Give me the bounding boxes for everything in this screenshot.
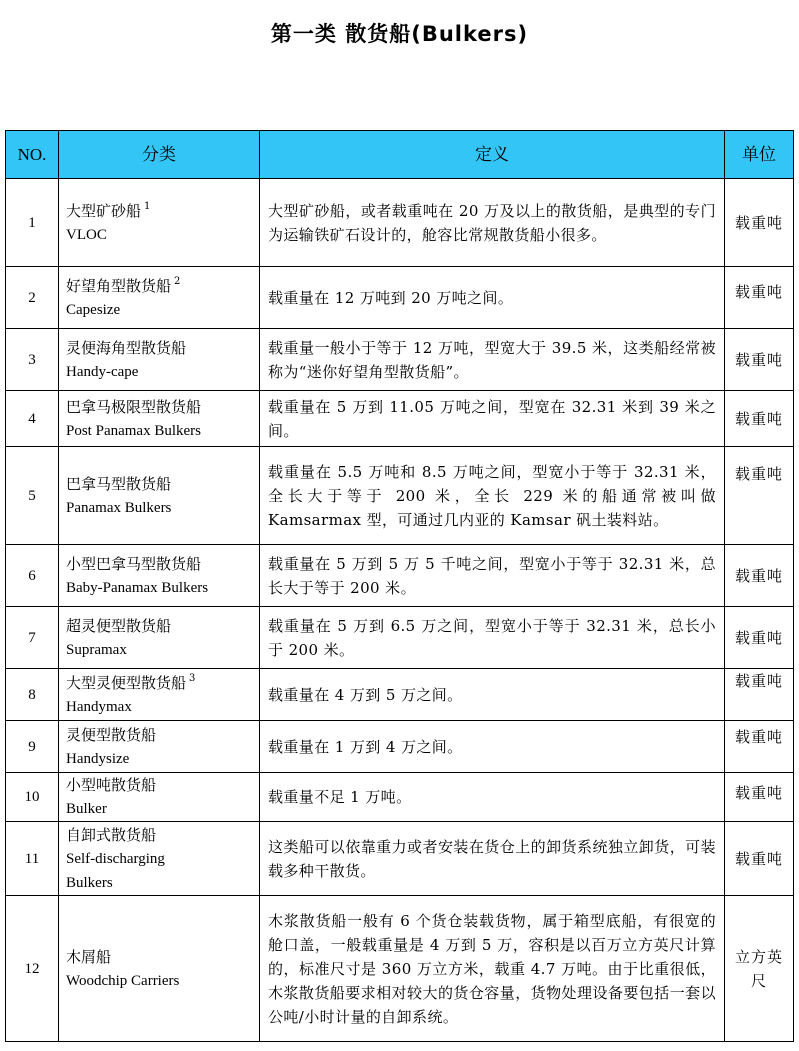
category-cn: 自卸式散货船: [66, 825, 157, 844]
bulker-classification-table: [5, 130, 794, 1042]
definition-cell: 载重量在 5 万到 6.5 万之间，型宽小于等于 32.31 米，总长小于 200 米。: [260, 607, 725, 669]
unit-cell: 载重吨: [725, 769, 794, 818]
unit-cell: 载重吨: [725, 711, 794, 763]
table-row: [6, 179, 794, 267]
definition-cell: 载重量在 1 万到 4 万之间。: [260, 721, 725, 773]
header-unit: 单位: [725, 131, 794, 179]
table-row: [6, 447, 794, 545]
category-en: Handy-cape: [66, 363, 139, 380]
unit-cell: 载重吨: [725, 179, 794, 267]
footnote-marker: 2: [174, 275, 181, 287]
category-en: Supramax: [66, 641, 127, 658]
category-cn: 巴拿马型散货船: [66, 474, 172, 493]
definition-cell: 载重量在 5.5 万吨和 8.5 万吨之间，型宽小于等于 32.31 米，全长大于等于 200 米，全长 229 米的船通常被叫做 Kamsarmax 型，可通过几内亚的 Kamsar 矾土装料站。: [260, 447, 725, 545]
unit-cell: 载重吨: [725, 261, 794, 323]
definition-cell: 载重量在 4 万到 5 万之间。: [260, 669, 725, 721]
header-category: 分类: [59, 131, 260, 179]
category-cn: 小型吨散货船: [66, 776, 157, 794]
unit-cell: 载重吨: [725, 425, 794, 523]
row-number: 8: [6, 669, 59, 721]
category-en: Handymax: [66, 698, 132, 715]
header-no: NO.: [6, 131, 59, 179]
table-row: [6, 822, 794, 896]
table-row: [6, 721, 794, 773]
row-number: 9: [6, 721, 59, 773]
definition-cell: 载重量不足 1 万吨。: [260, 773, 725, 822]
header-definition: 定义: [260, 131, 725, 179]
category-en: Self-discharging Bulkers: [66, 850, 165, 891]
category-en: Panamax Bulkers: [66, 499, 172, 516]
table-row: [6, 669, 794, 721]
table-row: [6, 773, 794, 822]
category-cn: 灵便型散货船: [66, 725, 157, 744]
footnote-marker: 1: [144, 200, 151, 212]
category-cell: [59, 391, 260, 447]
definition-cell: 这类船可以依靠重力或者安装在货仓上的卸货系统独立卸货，可装载多种干散货。: [260, 822, 725, 896]
definition-cell: 大型矿砂船，或者载重吨在 20 万及以上的散货船，是典型的专门为运输铁矿石设计的，舱容比常规散货船小很多。: [260, 179, 725, 267]
row-number: 1: [6, 179, 59, 267]
row-number: 3: [6, 329, 59, 391]
table-row: [6, 267, 794, 329]
category-cell: [59, 896, 260, 1042]
unit-cell: 载重吨: [725, 655, 794, 707]
category-en: VLOC: [66, 226, 107, 243]
unit-cell: 载重吨: [725, 329, 794, 391]
category-cn: 好望角型散货船: [66, 276, 172, 295]
definition-cell: 载重量在 12 万吨到 20 万吨之间。: [260, 267, 725, 329]
row-number: 10: [6, 773, 59, 822]
table-row: [6, 896, 794, 1042]
table-row: [6, 329, 794, 391]
category-cell: [59, 267, 260, 329]
unit-cell: 载重吨: [725, 545, 794, 607]
row-number: 5: [6, 447, 59, 545]
definition-cell: 木浆散货船一般有 6 个货仓装载货物，属于箱型底船，有很宽的舱口盖，一般载重量是 4 万到 5 万，容积是以百万立方英尺计算的，标准尺寸是 360 万立方米，载重 4.7 万吨。由于比重很低，木浆散货船要求相对较大的货仓容量，货物处理设备要包括一套以公吨/小时计量的自卸系统。: [260, 896, 725, 1042]
category-cell: [59, 179, 260, 267]
row-number: 12: [6, 896, 59, 1042]
row-number: 2: [6, 267, 59, 329]
row-number: 7: [6, 607, 59, 669]
category-en: Baby-Panamax Bulkers: [66, 579, 209, 596]
table-row: [6, 391, 794, 447]
table-row: [6, 545, 794, 607]
category-cell: [59, 447, 260, 545]
category-cn: 灵便海角型散货船: [66, 338, 187, 357]
row-number: 4: [6, 391, 59, 447]
category-cell: [59, 822, 260, 896]
category-en: Post Panamax Bulkers: [66, 422, 201, 439]
category-en: Handysize: [66, 750, 130, 767]
category-cell: [59, 545, 260, 607]
footnote-marker: 3: [189, 672, 196, 684]
row-number: 11: [6, 822, 59, 896]
category-cn: 巴拿马极限型散货船: [66, 397, 202, 416]
unit-cell: 立方英尺: [725, 896, 794, 1042]
unit-cell: 载重吨: [725, 822, 794, 896]
category-cn: 小型巴拿马型散货船: [66, 554, 202, 573]
category-cell: [59, 607, 260, 669]
definition-cell: 载重量在 5 万到 11.05 万吨之间，型宽在 32.31 米到 39 米之间。: [260, 391, 725, 447]
definition-cell: 载重量一般小于等于 12 万吨，型宽大于 39.5 米，这类船经常被称为“迷你好望角型散货船”。: [260, 329, 725, 391]
table-body: [6, 179, 794, 1042]
category-cell: [59, 721, 260, 773]
category-en: Capesize: [66, 301, 121, 318]
category-cn: 木屑船: [66, 947, 112, 966]
category-cn: 大型灵便型散货船: [66, 673, 187, 692]
page-title: 第一类 散货船(Bulkers): [270, 22, 529, 46]
category-cell: [59, 773, 260, 822]
category-cell: [59, 669, 260, 721]
row-number: 6: [6, 545, 59, 607]
category-cell: [59, 329, 260, 391]
table-header-row: [6, 131, 794, 179]
definition-cell: 载重量在 5 万到 5 万 5 千吨之间，型宽小于等于 32.31 米，总长大于等于 200 米。: [260, 545, 725, 607]
unit-cell: 载重吨: [725, 607, 794, 669]
category-en: Woodchip Carriers: [66, 972, 180, 989]
category-cn: 超灵便型散货船: [66, 616, 172, 635]
table-row: [6, 607, 794, 669]
category-cn: 大型矿砂船: [66, 201, 142, 220]
unit-cell: 载重吨: [725, 391, 794, 447]
category-en: Bulker: [66, 801, 107, 817]
